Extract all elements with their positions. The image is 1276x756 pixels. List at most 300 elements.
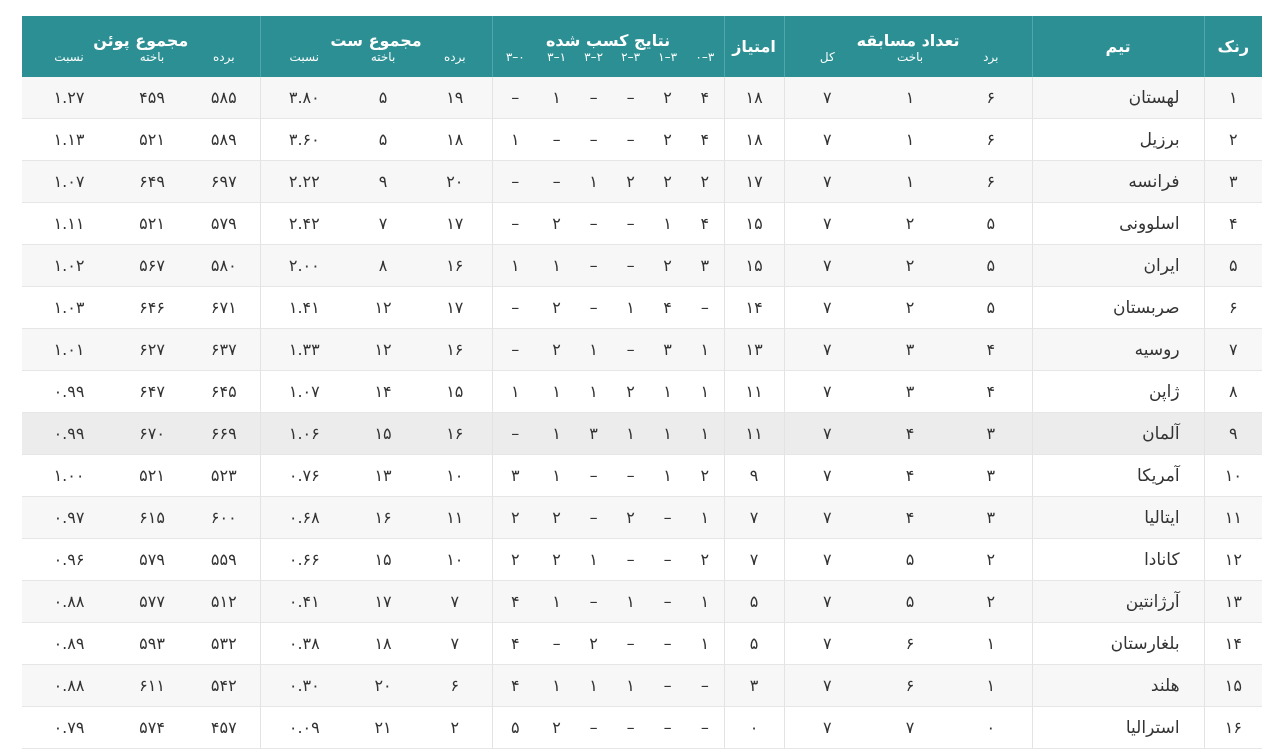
cell-r3-1: ۱ [649,455,686,497]
cell-played: ۷ [784,371,870,413]
cell-sets-lost: ۱۳ [348,455,418,497]
cell-rank: ۱۱ [1204,497,1262,539]
cell-pts-lost: ۶۷۰ [116,413,188,455]
cell-lost: ۱ [870,119,950,161]
cell-r1-3: – [538,623,575,665]
cell-r3-2: – [612,623,649,665]
cell-team: برزیل [1032,119,1204,161]
cell-pts-lost: ۵۶۷ [116,245,188,287]
cell-rank: ۱۳ [1204,581,1262,623]
subheader-result-0-3: ۰–۳ [492,50,538,77]
cell-r1-3: ۱ [538,455,575,497]
cell-r3-2: – [612,77,649,119]
cell-r0-3: ۱ [492,371,538,413]
cell-lost: ۱ [870,161,950,203]
cell-played: ۷ [784,665,870,707]
cell-points: ۱۵ [724,245,784,287]
cell-sets-ratio: ۱.۰۶ [260,413,348,455]
subheader-sets-lost: باخته [348,50,418,77]
cell-lost: ۳ [870,371,950,413]
cell-pts-ratio: ۰.۹۶ [22,539,116,581]
cell-pts-ratio: ۰.۹۷ [22,497,116,539]
cell-points: ۱۳ [724,329,784,371]
cell-r1-3: ۲ [538,329,575,371]
cell-r3-0: ۴ [686,119,724,161]
cell-pts-lost: ۶۴۶ [116,287,188,329]
cell-won: ۱ [950,665,1032,707]
cell-sets-lost: ۱۶ [348,497,418,539]
table-row [22,161,1262,203]
header-rank: رنک [1204,16,1262,77]
standings-table-container [22,16,1262,749]
cell-won: ۳ [950,455,1032,497]
cell-r3-1: – [649,665,686,707]
cell-r3-0: ۴ [686,203,724,245]
cell-points: ۱۱ [724,371,784,413]
cell-pts-won: ۵۷۹ [188,203,260,245]
cell-r0-3: – [492,203,538,245]
table-row [22,497,1262,539]
cell-r3-0: – [686,665,724,707]
cell-pts-won: ۶۹۷ [188,161,260,203]
cell-rank: ۹ [1204,413,1262,455]
cell-r0-3: ۱ [492,245,538,287]
cell-pts-won: ۵۴۲ [188,665,260,707]
cell-sets-ratio: ۱.۴۱ [260,287,348,329]
cell-pts-won: ۵۲۳ [188,455,260,497]
cell-pts-lost: ۵۷۹ [116,539,188,581]
cell-rank: ۷ [1204,329,1262,371]
cell-points: ۷ [724,539,784,581]
cell-pts-lost: ۶۴۷ [116,371,188,413]
cell-pts-won: ۶۰۰ [188,497,260,539]
table-row [22,245,1262,287]
cell-pts-ratio: ۱.۲۷ [22,77,116,119]
cell-pts-ratio: ۱.۱۳ [22,119,116,161]
cell-pts-won: ۵۵۹ [188,539,260,581]
cell-rank: ۱ [1204,77,1262,119]
cell-r0-3: ۴ [492,581,538,623]
cell-won: ۵ [950,245,1032,287]
cell-r3-0: – [686,287,724,329]
cell-sets-lost: ۱۲ [348,329,418,371]
cell-lost: ۵ [870,539,950,581]
cell-r2-3: – [575,77,612,119]
cell-r2-3: – [575,287,612,329]
cell-team: استرالیا [1032,707,1204,749]
cell-sets-won: ۱۰ [418,539,492,581]
cell-pts-lost: ۶۲۷ [116,329,188,371]
cell-team: آمریکا [1032,455,1204,497]
cell-points: ۵ [724,581,784,623]
cell-r2-3: ۳ [575,413,612,455]
cell-sets-lost: ۱۵ [348,413,418,455]
cell-sets-lost: ۱۷ [348,581,418,623]
cell-team: صربستان [1032,287,1204,329]
cell-r0-3: ۲ [492,497,538,539]
cell-r0-3: ۱ [492,119,538,161]
cell-r1-3: ۱ [538,245,575,287]
cell-r3-2: ۱ [612,665,649,707]
cell-sets-won: ۲۰ [418,161,492,203]
cell-r3-2: – [612,245,649,287]
cell-pts-lost: ۵۲۱ [116,455,188,497]
cell-won: ۱ [950,623,1032,665]
cell-sets-won: ۷ [418,581,492,623]
cell-team: آرژانتین [1032,581,1204,623]
cell-played: ۷ [784,245,870,287]
cell-rank: ۴ [1204,203,1262,245]
cell-sets-lost: ۱۲ [348,287,418,329]
cell-r0-3: – [492,329,538,371]
cell-sets-won: ۱۷ [418,287,492,329]
cell-pts-lost: ۵۷۷ [116,581,188,623]
cell-sets-ratio: ۲.۲۲ [260,161,348,203]
cell-r3-1: ۲ [649,245,686,287]
table-row [22,455,1262,497]
cell-won: ۰ [950,707,1032,749]
cell-r3-1: – [649,707,686,749]
cell-sets-won: ۱۹ [418,77,492,119]
cell-r2-3: – [575,455,612,497]
cell-sets-won: ۱۵ [418,371,492,413]
cell-r2-3: ۱ [575,371,612,413]
cell-sets-ratio: ۰.۳۸ [260,623,348,665]
cell-points: ۱۵ [724,203,784,245]
cell-won: ۵ [950,203,1032,245]
cell-r1-3: ۲ [538,707,575,749]
cell-sets-won: ۷ [418,623,492,665]
cell-r3-0: ۴ [686,77,724,119]
cell-r2-3: – [575,581,612,623]
cell-sets-won: ۶ [418,665,492,707]
cell-r2-3: – [575,497,612,539]
cell-team: هلند [1032,665,1204,707]
table-row [22,203,1262,245]
cell-sets-ratio: ۰.۷۶ [260,455,348,497]
cell-pts-ratio: ۰.۹۹ [22,413,116,455]
cell-r3-1: – [649,623,686,665]
cell-r3-1: ۱ [649,413,686,455]
cell-sets-ratio: ۳.۸۰ [260,77,348,119]
cell-r3-1: ۳ [649,329,686,371]
cell-played: ۷ [784,413,870,455]
cell-sets-ratio: ۰.۰۹ [260,707,348,749]
cell-pts-won: ۶۳۷ [188,329,260,371]
cell-r3-2: – [612,707,649,749]
cell-pts-won: ۵۸۰ [188,245,260,287]
cell-won: ۴ [950,371,1032,413]
cell-pts-won: ۶۴۵ [188,371,260,413]
table-row [22,77,1262,119]
cell-r2-3: – [575,119,612,161]
cell-r1-3: ۱ [538,77,575,119]
cell-pts-ratio: ۰.۷۹ [22,707,116,749]
cell-pts-lost: ۵۲۱ [116,119,188,161]
cell-r3-2: – [612,455,649,497]
cell-r3-2: – [612,203,649,245]
cell-played: ۷ [784,455,870,497]
cell-played: ۷ [784,161,870,203]
cell-played: ۷ [784,203,870,245]
cell-pts-won: ۴۵۷ [188,707,260,749]
cell-points: ۱۴ [724,287,784,329]
cell-sets-ratio: ۰.۳۰ [260,665,348,707]
cell-r3-1: ۴ [649,287,686,329]
subheader-result-1-3: ۱–۳ [538,50,575,77]
cell-pts-lost: ۶۱۵ [116,497,188,539]
cell-played: ۷ [784,623,870,665]
subheader-points-ratio: نسبت [22,50,116,77]
header-matches: تعداد مسابقه [784,16,1032,50]
header-results: نتایج کسب شده [492,16,724,50]
cell-played: ۷ [784,707,870,749]
cell-r3-0: ۱ [686,329,724,371]
cell-r3-0: ۱ [686,581,724,623]
cell-r3-1: ۱ [649,203,686,245]
cell-pts-won: ۵۸۹ [188,119,260,161]
subheader-sets-won: برده [418,50,492,77]
cell-sets-lost: ۲۰ [348,665,418,707]
cell-r0-3: ۲ [492,539,538,581]
cell-r3-1: ۱ [649,371,686,413]
cell-won: ۶ [950,119,1032,161]
cell-played: ۷ [784,539,870,581]
cell-r2-3: ۲ [575,623,612,665]
cell-r3-2: – [612,539,649,581]
cell-points: ۱۷ [724,161,784,203]
cell-points: ۹ [724,455,784,497]
cell-rank: ۵ [1204,245,1262,287]
cell-sets-won: ۱۶ [418,245,492,287]
subheader-result-3-2: ۳–۲ [612,50,649,77]
subheader-sets-ratio: نسبت [260,50,348,77]
cell-rank: ۶ [1204,287,1262,329]
cell-r3-0: ۱ [686,497,724,539]
cell-rank: ۸ [1204,371,1262,413]
cell-team: ایران [1032,245,1204,287]
cell-r3-1: – [649,497,686,539]
cell-r1-3: ۱ [538,665,575,707]
cell-pts-lost: ۵۲۱ [116,203,188,245]
cell-r2-3: ۱ [575,161,612,203]
cell-rank: ۳ [1204,161,1262,203]
cell-rank: ۱۴ [1204,623,1262,665]
table-row [22,371,1262,413]
cell-rank: ۱۲ [1204,539,1262,581]
cell-won: ۳ [950,413,1032,455]
cell-team: ایتالیا [1032,497,1204,539]
cell-r3-2: ۲ [612,497,649,539]
cell-won: ۵ [950,287,1032,329]
cell-team: آلمان [1032,413,1204,455]
cell-team: کانادا [1032,539,1204,581]
cell-pts-lost: ۵۷۴ [116,707,188,749]
cell-points: ۷ [724,497,784,539]
table-row [22,329,1262,371]
cell-won: ۴ [950,329,1032,371]
cell-points: ۳ [724,665,784,707]
cell-r3-1: – [649,539,686,581]
table-row [22,413,1262,455]
cell-sets-lost: ۱۴ [348,371,418,413]
cell-r1-3: – [538,161,575,203]
cell-r1-3: ۱ [538,413,575,455]
cell-sets-ratio: ۱.۳۳ [260,329,348,371]
cell-played: ۷ [784,329,870,371]
cell-sets-lost: ۹ [348,161,418,203]
cell-r3-1: ۲ [649,119,686,161]
cell-won: ۶ [950,77,1032,119]
header-points-total: مجموع پوئن [22,16,260,50]
subheader-matches-lost: باخت [870,50,950,77]
cell-r3-2: ۲ [612,161,649,203]
cell-r3-1: – [649,581,686,623]
cell-sets-lost: ۵ [348,119,418,161]
cell-pts-ratio: ۱.۰۲ [22,245,116,287]
cell-r3-0: ۱ [686,623,724,665]
standings-table [22,16,1262,749]
cell-lost: ۵ [870,581,950,623]
cell-sets-ratio: ۰.۴۱ [260,581,348,623]
table-row [22,623,1262,665]
cell-rank: ۱۶ [1204,707,1262,749]
cell-r3-0: ۲ [686,455,724,497]
subheader-matches-total: کل [784,50,870,77]
cell-sets-won: ۲ [418,707,492,749]
cell-played: ۷ [784,581,870,623]
cell-r0-3: ۳ [492,455,538,497]
cell-r1-3: – [538,119,575,161]
cell-r2-3: – [575,203,612,245]
cell-pts-ratio: ۱.۱۱ [22,203,116,245]
cell-won: ۳ [950,497,1032,539]
cell-pts-ratio: ۰.۸۸ [22,665,116,707]
cell-pts-ratio: ۱.۰۷ [22,161,116,203]
cell-r3-0: ۲ [686,539,724,581]
cell-sets-lost: ۱۸ [348,623,418,665]
cell-sets-lost: ۷ [348,203,418,245]
cell-team: اسلوونی [1032,203,1204,245]
cell-pts-lost: ۶۴۹ [116,161,188,203]
cell-sets-won: ۱۰ [418,455,492,497]
cell-r3-2: – [612,329,649,371]
cell-r0-3: – [492,77,538,119]
cell-r3-0: ۱ [686,371,724,413]
cell-r0-3: – [492,413,538,455]
cell-sets-ratio: ۰.۶۶ [260,539,348,581]
cell-r0-3: – [492,161,538,203]
cell-lost: ۷ [870,707,950,749]
header-team: تیم [1032,16,1204,77]
cell-points: ۱۸ [724,77,784,119]
cell-r0-3: ۵ [492,707,538,749]
subheader-result-2-3: ۲–۳ [575,50,612,77]
subheader-matches-won: برد [950,50,1032,77]
cell-sets-won: ۱۶ [418,413,492,455]
cell-r2-3: ۱ [575,539,612,581]
cell-won: ۶ [950,161,1032,203]
cell-sets-ratio: ۰.۶۸ [260,497,348,539]
cell-rank: ۱۰ [1204,455,1262,497]
cell-pts-lost: ۴۵۹ [116,77,188,119]
cell-sets-ratio: ۳.۶۰ [260,119,348,161]
cell-r3-1: ۲ [649,161,686,203]
cell-sets-lost: ۲۱ [348,707,418,749]
cell-won: ۲ [950,581,1032,623]
cell-sets-lost: ۱۵ [348,539,418,581]
cell-played: ۷ [784,119,870,161]
cell-r2-3: ۱ [575,329,612,371]
cell-lost: ۶ [870,623,950,665]
cell-lost: ۱ [870,77,950,119]
cell-sets-ratio: ۲.۴۲ [260,203,348,245]
subheader-result-3-1: ۳–۱ [649,50,686,77]
cell-played: ۷ [784,497,870,539]
cell-r3-2: ۱ [612,287,649,329]
cell-pts-won: ۵۳۲ [188,623,260,665]
cell-r2-3: ۱ [575,665,612,707]
cell-lost: ۲ [870,203,950,245]
cell-played: ۷ [784,77,870,119]
cell-r3-2: ۱ [612,413,649,455]
table-row [22,665,1262,707]
table-row [22,119,1262,161]
cell-sets-lost: ۸ [348,245,418,287]
cell-sets-won: ۱۸ [418,119,492,161]
cell-sets-won: ۱۷ [418,203,492,245]
cell-won: ۲ [950,539,1032,581]
cell-pts-ratio: ۱.۰۳ [22,287,116,329]
cell-r0-3: ۴ [492,623,538,665]
cell-pts-won: ۶۷۱ [188,287,260,329]
cell-pts-lost: ۶۱۱ [116,665,188,707]
cell-r3-2: ۱ [612,581,649,623]
cell-lost: ۴ [870,497,950,539]
cell-r1-3: ۱ [538,581,575,623]
cell-pts-won: ۵۱۲ [188,581,260,623]
cell-rank: ۲ [1204,119,1262,161]
cell-points: ۱۱ [724,413,784,455]
cell-team: فرانسه [1032,161,1204,203]
subheader-result-3-0: ۳–۰ [686,50,724,77]
cell-r1-3: ۲ [538,497,575,539]
cell-team: روسیه [1032,329,1204,371]
cell-r1-3: ۲ [538,203,575,245]
cell-sets-won: ۱۱ [418,497,492,539]
cell-pts-ratio: ۱.۰۱ [22,329,116,371]
cell-team: بلغارستان [1032,623,1204,665]
cell-team: لهستان [1032,77,1204,119]
cell-sets-lost: ۵ [348,77,418,119]
cell-lost: ۲ [870,287,950,329]
cell-pts-won: ۶۶۹ [188,413,260,455]
cell-pts-ratio: ۰.۸۸ [22,581,116,623]
table-row [22,707,1262,749]
cell-lost: ۲ [870,245,950,287]
table-row [22,287,1262,329]
standings-body [22,77,1262,749]
cell-r3-0: ۲ [686,161,724,203]
subheader-points-lost: باخته [116,50,188,77]
cell-pts-ratio: ۰.۸۹ [22,623,116,665]
subheader-points-won: برده [188,50,260,77]
header-sets: مجموع ست [260,16,492,50]
cell-points: ۱۸ [724,119,784,161]
cell-points: ۰ [724,707,784,749]
cell-r3-2: – [612,119,649,161]
table-row [22,581,1262,623]
